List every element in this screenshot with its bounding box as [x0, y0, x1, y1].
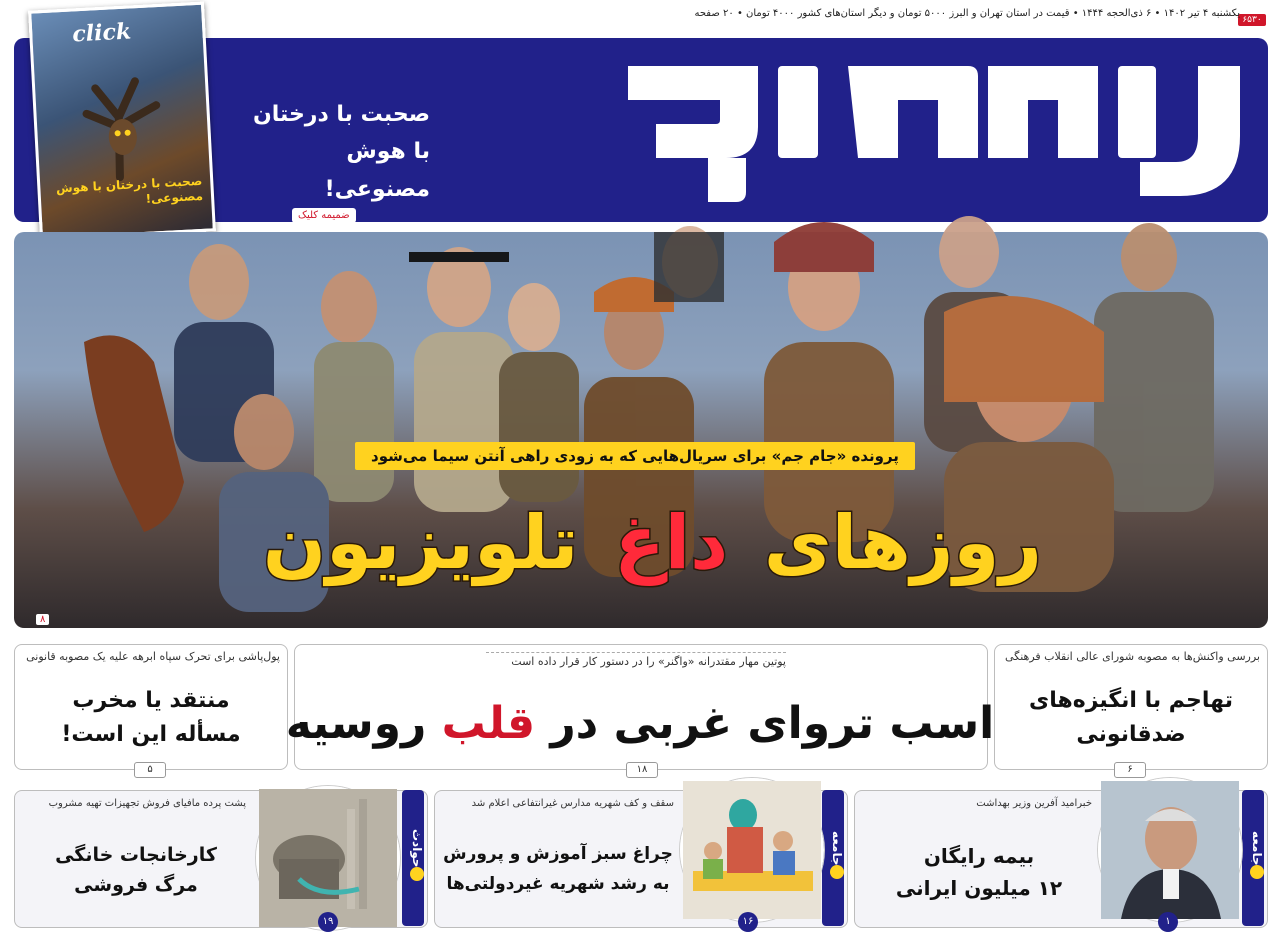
story-invasion-page: ۶	[1114, 762, 1146, 778]
story-insurance-photo[interactable]	[1098, 778, 1242, 922]
story-factories-headline	[26, 840, 246, 901]
story-trojan-title-part2: روسیه	[285, 698, 427, 749]
story-invasion-kicker: بررسی واکنش‌ها به مصوبه شورای عالی انقلاب فرهنگی	[1004, 650, 1260, 663]
supplement-headline[interactable]	[240, 96, 430, 208]
section-label: حوادث	[410, 828, 424, 868]
section-logo-icon	[410, 867, 424, 881]
story-insurance-page: ۱	[1158, 912, 1178, 932]
logo-text: جام جم	[919, 213, 923, 214]
story-critic-line2: مسأله این است!	[61, 722, 241, 748]
hero-headline[interactable]	[222, 478, 1052, 598]
classroom-image	[683, 781, 821, 919]
story-tuition-line2: به رشد شهریه غیردولتی‌ها	[446, 873, 670, 894]
dateline: یکشنبه ۴ تیر ۱۴۰۲ • ۶ ذی‌الحجه ۱۴۴۴ • قیمت در استان تهران و البرز ۵۰۰۰ تومان و دیگر استان‌های کشور ۴۰۰۰ تومان • ۲۰ صفحه	[694, 8, 1240, 19]
story-factories-page: ۱۹	[318, 912, 338, 932]
story-factories-line1: کارخانجات خانگی	[55, 844, 217, 866]
hero-page-number: ۸	[36, 614, 49, 625]
story-tuition-photo[interactable]	[680, 778, 824, 922]
story-critic-line1: منتقد یا مخرب	[72, 688, 230, 713]
section-label: جامعه	[830, 830, 844, 866]
story-trojan-kicker: پوتین مهار مقتدرانه «واگنر» را در دستور کار قرار داده است	[486, 652, 786, 668]
distillery-image	[259, 789, 397, 927]
hero-title-part2: تلویزیون	[262, 500, 579, 586]
issue-number-badge: ۶۵۳۰	[1238, 14, 1266, 26]
section-tab-society-center[interactable]	[822, 790, 844, 926]
story-critic-page: ۵	[134, 762, 166, 778]
hero-kicker[interactable]: پرونده «جام جم» برای سریال‌هایی که به زودی راهی آنتن سیما می‌شود	[355, 442, 915, 470]
supplement-title-line2: با هوش مصنوعی!	[324, 139, 430, 202]
story-trojan-page: ۱۸	[626, 762, 658, 778]
story-critic-headline	[22, 684, 280, 752]
story-insurance-headline	[866, 840, 1092, 904]
section-logo-icon	[830, 865, 844, 879]
svg-text:اسب تروای غربی در قلب	[286, 698, 995, 749]
supplement-brand: click	[71, 18, 132, 48]
newspaper-logo[interactable]	[598, 48, 1248, 218]
supplement-title-line1: صحبت با درختان	[252, 102, 430, 127]
story-invasion-line2: ضدقانونی	[1076, 722, 1186, 748]
section-tab-society-right[interactable]	[1242, 790, 1264, 926]
story-trojan-title-highlight: قلب	[441, 698, 536, 749]
story-insurance-line2: ۱۲ میلیون ایرانی	[895, 876, 1063, 900]
story-invasion-line1: تهاجم با انگیزه‌های	[1029, 688, 1233, 713]
tree-icon	[74, 55, 170, 180]
section-tab-incidents[interactable]	[402, 790, 424, 926]
story-tuition-page: ۱۶	[738, 912, 758, 932]
supplement-cover-text: صحبت با درختان با هوش مصنوعی!	[55, 174, 204, 206]
section-label: جامعه	[1250, 830, 1264, 866]
supplement-cover[interactable]	[28, 2, 216, 241]
story-tuition-line1: چراغ سبز آموزش و پرورش	[443, 844, 673, 864]
story-factories-kicker: پشت پرده مافیای فروش تجهیزات تهیه مشروب	[48, 798, 246, 809]
story-critic-kicker: پول‌پاشی برای تحرک سپاه ابرهه علیه یک مصوبه قانونی	[26, 650, 280, 663]
svg-text:روزهای داغ تلویزیون	[263, 500, 1042, 587]
section-logo-icon	[1250, 865, 1264, 879]
minister-portrait	[1101, 781, 1239, 919]
story-factories-line2: مرگ فروشی	[74, 874, 198, 897]
story-trojan-title-part1: اسب تروای غربی در	[550, 698, 995, 749]
story-insurance-line1: بیمه رایگان	[923, 844, 1035, 868]
story-factories-photo[interactable]	[256, 786, 400, 930]
hero-title-highlight: داغ	[614, 500, 729, 586]
story-insurance-kicker: خبرامید آفرین وزیر بهداشت	[976, 798, 1092, 809]
story-tuition-kicker: سقف و کف شهریه مدارس غیرانتفاعی اعلام شد	[471, 798, 674, 809]
story-tuition-headline	[440, 840, 676, 900]
hero-title-part1: روزهای	[763, 500, 1042, 586]
supplement-tag[interactable]: ضمیمه کلیک	[292, 208, 356, 223]
story-trojan-headline	[285, 680, 995, 760]
story-invasion-headline	[1002, 684, 1260, 752]
